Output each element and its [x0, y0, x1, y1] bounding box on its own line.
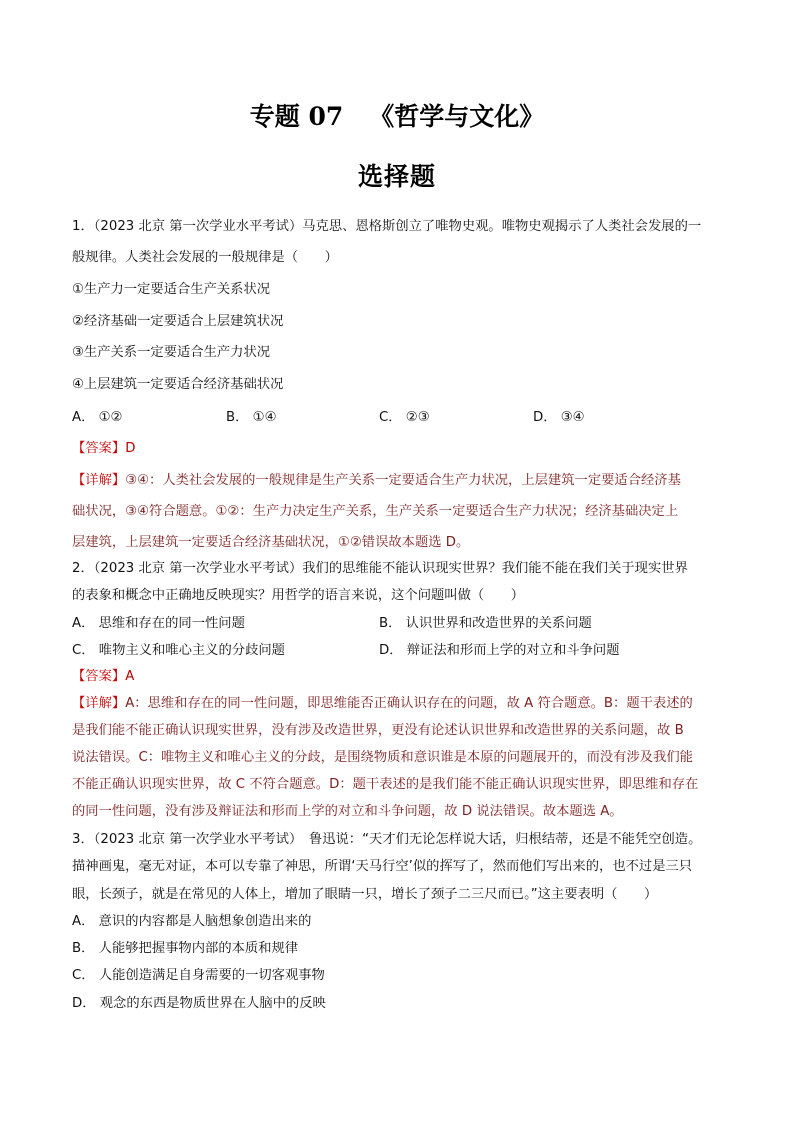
q1-stem-line1: 1．（2023 北京 第一次学业水平考试）马克思、恩格斯创立了唯物史观。唯物史观揭示了人类社会发展的一	[72, 219, 702, 234]
q1-item-4: ④上层建筑一定要适合经济基础状况	[72, 377, 284, 392]
q2-answer	[72, 668, 134, 686]
q3-option-d: D． 观念的东西是物质世界在人脑中的反映	[72, 996, 326, 1011]
q2-detail-line3: 说法错误。C：唯物主义和唯心主义的分歧，是围绕物质和意识谁是本原的问题展开的，而没有涉及我们能	[72, 750, 693, 765]
q2-stem-line1: 2．（2023 北京 第一次学业水平考试）我们的思维能不能认识现实世界？我们能不能在我们关于现实世界	[72, 561, 688, 576]
q1-option-a: A． ①②	[72, 410, 123, 425]
q2-detail-line4: 不能正确认识现实世界，故 C 不符合题意。D：题干表述的是我们能不能正确认识现实世界，即思维和存在	[72, 777, 699, 792]
q3-option-c: C． 人能创造满足自身需要的一切客观事物	[72, 968, 325, 983]
q3-stem-line3: 眼，长颈子，就是在常见的人体上，增加了眼睛一只，增长了颈子二三尺而已。”这主要表明（ ）	[72, 887, 658, 902]
detail-label: 【详解】	[72, 473, 126, 488]
q3-stem-line2: 描神画鬼，毫无对证，本可以专靠了神思，所谓‘天马行空’似的挥写了，然而他们写出来的，也不过是三只	[72, 859, 693, 874]
document-subtitle: 选择题	[357, 162, 436, 191]
q1-detail-line2: 础状况，③④符合题意。①②：生产力决定生产关系，生产关系一定要适合生产力状况；经济基础决定上	[72, 504, 679, 519]
q1-detail-line1: 【详解】③④：人类社会发展的一般规律是生产关系一定要适合生产力状况，上层建筑一定要适合经济基	[72, 473, 681, 488]
q3-stem-line1: 3．（2023 北京 第一次学业水平考试） 鲁迅说：“天才们无论怎样说大话，归根结蒂，还是不能凭空创造。	[72, 832, 702, 847]
q1-option-d: D． ③④	[533, 410, 585, 425]
answer-label: 【答案】	[72, 441, 126, 456]
document-title	[72, 97, 722, 133]
q2-option-a: A． 思维和存在的同一性问题	[72, 616, 245, 631]
title-topic-number: 专题 07	[249, 102, 344, 131]
q2-detail-line2: 是我们能不能正确认识现实世界，没有涉及改造世界，更没有论述认识世界和改造世界的关系问题，故 B	[72, 723, 684, 738]
q2-option-d: D． 辩证法和形而上学的对立和斗争问题	[379, 643, 620, 658]
q1-stem-line2: 般规律。人类社会发展的一般规律是（ ）	[72, 250, 338, 265]
answer-value: D	[125, 441, 136, 456]
q2-option-b: B． 认识世界和改造世界的关系问题	[379, 616, 592, 631]
q1-answer	[72, 440, 135, 458]
q1-item-2: ②经济基础一定要适合上层建筑状况	[72, 314, 284, 329]
answer-value: A	[125, 669, 135, 684]
q3-option-b: B． 人能够把握事物内部的本质和规律	[72, 941, 299, 956]
q1-detail-line3: 层建筑，上层建筑一定要适合经济基础状况，①②错误故本题选 D。	[72, 535, 470, 550]
q1-option-c: C． ②③	[379, 410, 430, 425]
q2-detail-line5: 的同一性问题，没有涉及辩证法和形而上学的对立和斗争问题，故 D 说法错误。故本题选 A。	[72, 804, 623, 819]
q1-item-1: ①生产力一定要适合生产关系状况	[72, 282, 271, 297]
q2-stem-line2: 的表象和概念中正确地反映现实？用哲学的语言来说，这个问题叫做（ ）	[72, 588, 525, 603]
detail-label: 【详解】	[72, 696, 126, 711]
q1-option-b: B． ①④	[226, 410, 277, 425]
answer-label: 【答案】	[72, 669, 126, 684]
q3-option-a: A． 意识的内容都是人脑想象创造出来的	[72, 914, 312, 929]
title-topic-name: 《哲学与文化》	[369, 102, 545, 131]
q2-detail-line1: 【详解】A：思维和存在的同一性问题，即思维能否正确认识存在的问题，故 A 符合题意。B：题干表述的	[72, 696, 693, 711]
q1-item-3: ③生产关系一定要适合生产力状况	[72, 345, 271, 360]
q2-option-c: C． 唯物主义和唯心主义的分歧问题	[72, 643, 285, 658]
